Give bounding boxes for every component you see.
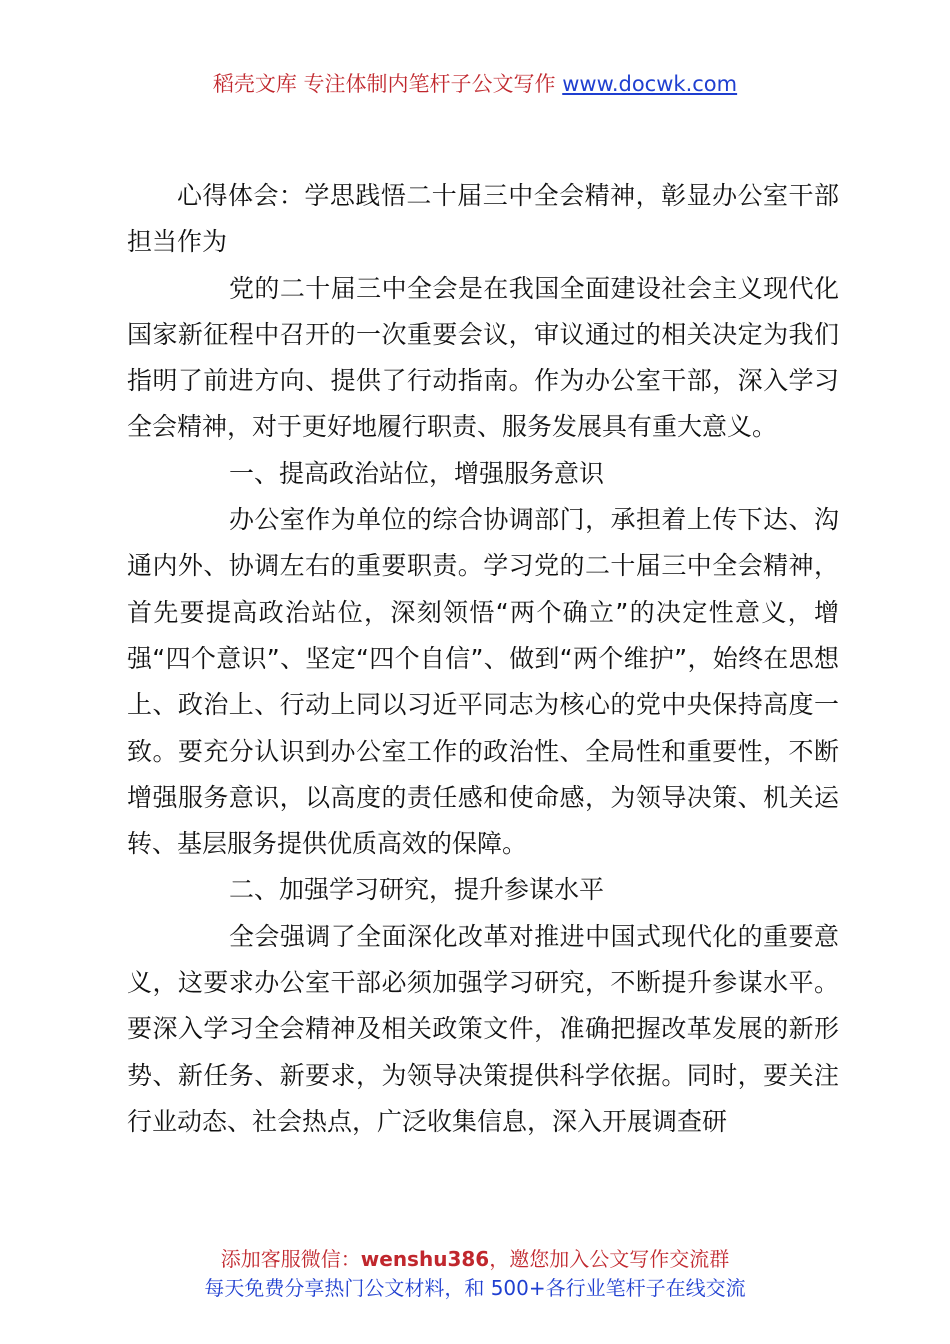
section-paragraph-1: 办公室作为单位的综合协调部门，承担着上传下达、沟通内外、协调左右的重要职责。学习党的二十届三中全会精神，首先要提高政治站位，深刻领悟“两个确立”的决定性意义，增强“四个意识”、坚定“四个自信”、做到“两个维护”，始终在思想上、政治上、行动上同以习近平同志为核心的党中央保持高度一致。要充分认识到办公室工作的政治性、全局性和重要性，不断增强服务意识，以高度的责任感和使命感，为领导决策、机关运转、基层服务提供优质高效的保障。: [127, 505, 839, 859]
watermark-header: [0, 68, 950, 98]
document-title: 心得体会：学思践悟二十届三中全会精神，彰显办公室干部担当作为: [127, 181, 839, 257]
header-website-link[interactable]: www.docwk.com: [562, 72, 738, 96]
footer-promo-line: 每天免费分享热门公文材料，和 500+各行业笔杆子在线交流: [204, 1276, 746, 1300]
intro-paragraph: 党的二十届三中全会是在我国全面建设社会主义现代化国家新征程中召开的一次重要会议，审议通过的相关决定为我们指明了前进方向、提供了行动指南。作为办公室干部，深入学习全会精神，对于更好地履行职责、服务发展具有重大意义。: [127, 273, 839, 442]
section-heading-2: 二、加强学习研究，提升参谋水平: [229, 875, 605, 905]
wechat-id: wenshu386: [360, 1247, 490, 1271]
section-paragraph-2: 全会强调了全面深化改革对推进中国式现代化的重要意义，这要求办公室干部必须加强学习研究，不断提升参谋水平。要深入学习全会精神及相关政策文件，准确把握改革发展的新形势、新任务、新要求，为领导决策提供科学依据。同时，要关注行业动态、社会热点，广泛收集信息，深入开展调查研: [127, 921, 839, 1136]
document-body: [127, 173, 839, 1136]
section-heading-1: 一、提高政治站位，增强服务意识: [229, 458, 605, 488]
header-brand: 稻壳文库 专注体制内笔杆子公文写作: [212, 72, 563, 96]
footer-prefix: 添加客服微信：: [220, 1247, 361, 1271]
footer-contact-line: [0, 1243, 950, 1272]
footer-suffix: ，邀您加入公文写作交流群: [489, 1247, 730, 1271]
